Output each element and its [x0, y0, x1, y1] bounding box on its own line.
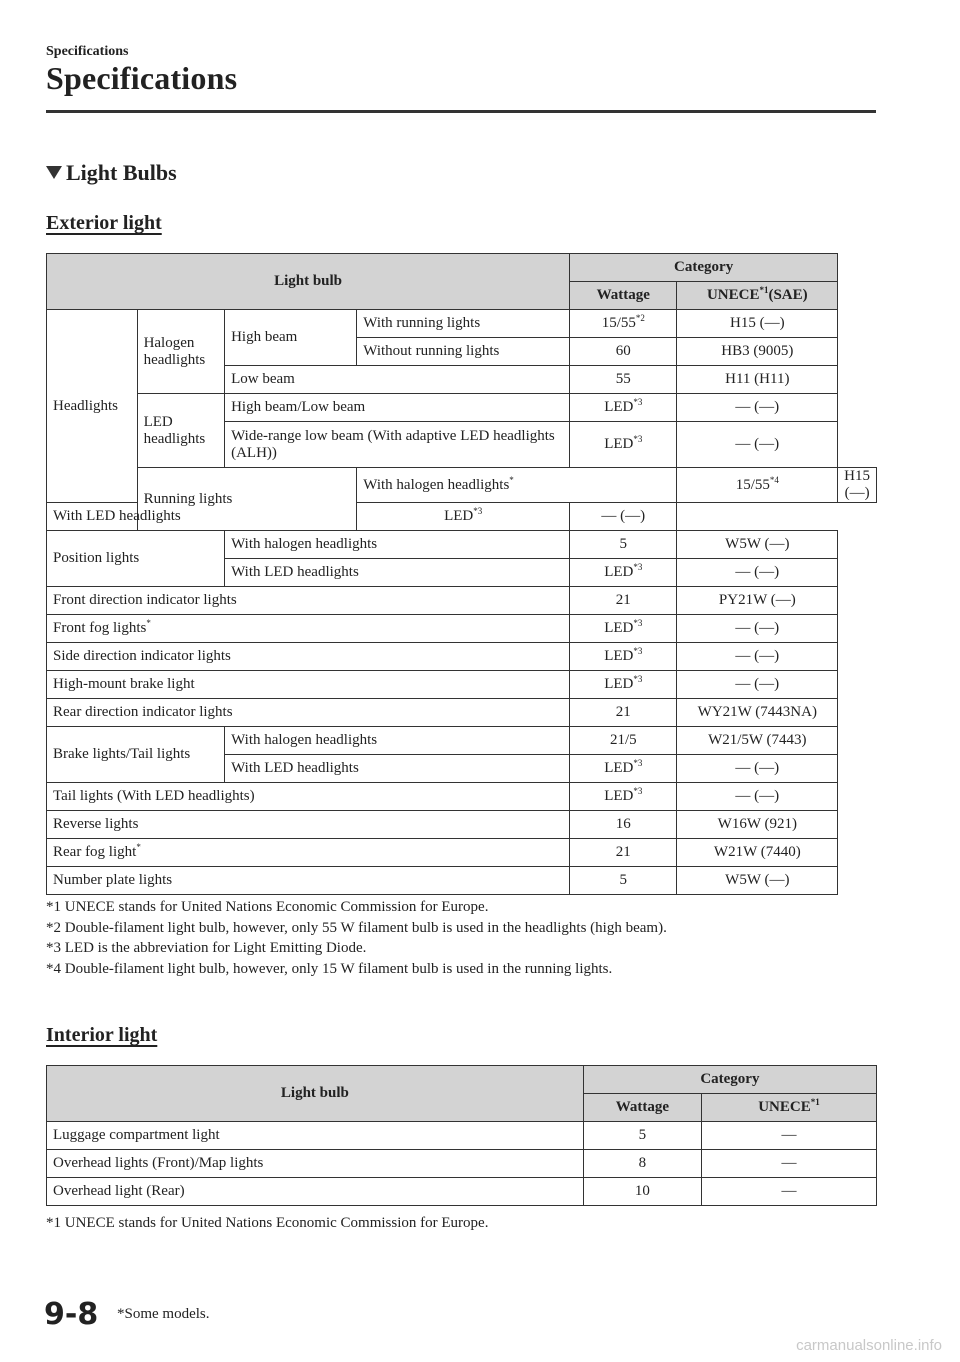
page-number: 9-8 — [44, 1297, 99, 1332]
row-running-lights: Running lights — [137, 468, 357, 531]
row-position-halogen: With halogen headlights — [225, 531, 570, 559]
row-led-headlights: LED headlights — [137, 394, 225, 468]
table-row — [47, 310, 877, 338]
row-brake-led: With LED headlights — [225, 755, 570, 783]
category-cell: — (—) — [677, 783, 838, 811]
exterior-light-table — [46, 253, 877, 895]
wattage-cell: 60 — [570, 338, 677, 366]
table-row — [47, 531, 877, 559]
interior-note: *1 UNECE stands for United Nations Economic Commission for Europe. — [46, 1215, 489, 1231]
category-cell: — (—) — [570, 503, 677, 531]
row-rear-direction: Rear direction indicator lights — [47, 699, 570, 727]
category-cell: W16W (921) — [677, 811, 838, 839]
wattage-cell: 55 — [570, 366, 677, 394]
wattage-cell: LED$^{*3}$ — [570, 615, 677, 643]
category-cell: — (—) — [677, 643, 838, 671]
header-light-bulb: Light bulb — [47, 254, 570, 310]
row-running-halogen: With halogen headlights* — [357, 468, 677, 503]
exterior-notes — [46, 897, 667, 979]
page-title: Specifications — [46, 60, 238, 96]
row-number-plate: Number plate lights — [47, 867, 570, 895]
row-low-beam: Low beam — [225, 366, 570, 394]
wattage-cell: LED$^{*3}$ — [570, 783, 677, 811]
footnote: *1 UNECE stands for United Nations Economic Commission for Europe. — [46, 899, 489, 915]
header-unece: UNECE$^{*1}$ — [701, 1094, 876, 1122]
row-with-running-lights: With running lights — [357, 310, 570, 338]
table-row — [47, 615, 877, 643]
row-headlights: Headlights — [47, 310, 138, 503]
wattage-cell: 8 — [583, 1150, 701, 1178]
table-header-row — [47, 254, 877, 282]
wattage-cell: LED$^{*3}$ — [570, 422, 677, 468]
row-rear-fog: Rear fog light* — [47, 839, 570, 867]
category-cell: — — [701, 1122, 876, 1150]
wattage-cell: LED$^{*3}$ — [357, 503, 570, 531]
table-row — [47, 727, 877, 755]
row-high-mount: High-mount brake light — [47, 671, 570, 699]
category-cell: — (—) — [677, 755, 838, 783]
row-brake-tail: Brake lights/Tail lights — [47, 727, 225, 783]
category-cell: W5W (—) — [677, 531, 838, 559]
light-bulbs-heading — [46, 160, 177, 186]
wattage-cell: 21/5 — [570, 727, 677, 755]
table-row — [47, 587, 877, 615]
header-wattage: Wattage — [583, 1094, 701, 1122]
category-cell: — (—) — [677, 394, 838, 422]
interior-light-table — [46, 1065, 877, 1206]
row-name: Overhead light (Rear) — [47, 1178, 584, 1206]
wattage-cell: 15/55$^{*4}$ — [677, 468, 838, 503]
row-position-led: With LED headlights — [225, 559, 570, 587]
row-running-led: With LED headlights — [47, 503, 225, 531]
row-wide-range-low-beam: Wide-range low beam (With adaptive LED headlights (ALH)) — [225, 422, 570, 468]
category-cell: — — [701, 1150, 876, 1178]
wattage-cell: LED$^{*3}$ — [570, 643, 677, 671]
category-cell: W21W (7440) — [677, 839, 838, 867]
wattage-cell: 16 — [570, 811, 677, 839]
category-cell: H11 (H11) — [677, 366, 838, 394]
table-row — [47, 811, 877, 839]
wattage-cell: 21 — [570, 699, 677, 727]
header-category: Category — [570, 254, 838, 282]
category-cell: W5W (—) — [677, 867, 838, 895]
table-row — [47, 671, 877, 699]
header-category: Category — [583, 1066, 876, 1094]
wattage-cell: LED$^{*3}$ — [570, 755, 677, 783]
category-cell: — (—) — [677, 671, 838, 699]
wattage-cell: 5 — [570, 867, 677, 895]
category-cell: — (—) — [677, 559, 838, 587]
row-name: Luggage compartment light — [47, 1122, 584, 1150]
table-row — [47, 867, 877, 895]
row-without-running-lights: Without running lights — [357, 338, 570, 366]
footnote: *2 Double-filament light bulb, however, only 55 W filament bulb is used in the headlights (high beam). — [46, 919, 667, 936]
table-row — [47, 643, 877, 671]
triangle-down-icon — [46, 166, 62, 179]
footnote: *4 Double-filament light bulb, however, only 15 W filament bulb is used in the running lights. — [46, 960, 613, 977]
header-unece-sae: UNECE$^{*1}$(SAE) — [677, 282, 838, 310]
table-row — [47, 783, 877, 811]
table-row — [47, 1178, 877, 1206]
row-brake-halogen: With halogen headlights — [225, 727, 570, 755]
watermark: carmanualsonline.info — [796, 1337, 942, 1354]
category-cell: HB3 (9005) — [677, 338, 838, 366]
table-row — [47, 468, 877, 503]
table-row — [47, 1122, 877, 1150]
category-cell: — (—) — [677, 422, 838, 468]
row-position-lights: Position lights — [47, 531, 225, 587]
category-cell: — — [701, 1178, 876, 1206]
category-cell: — (—) — [677, 615, 838, 643]
table-header-row — [47, 1066, 877, 1094]
table-row — [47, 394, 877, 422]
wattage-cell: 5 — [583, 1122, 701, 1150]
wattage-cell: LED$^{*3}$ — [570, 394, 677, 422]
table-row — [47, 699, 877, 727]
wattage-cell: LED$^{*3}$ — [570, 671, 677, 699]
category-cell: WY21W (7443NA) — [677, 699, 838, 727]
header-wattage: Wattage — [570, 282, 677, 310]
category-cell: W21/5W (7443) — [677, 727, 838, 755]
footnote: *3 LED is the abbreviation for Light Emitting Diode. — [46, 940, 367, 956]
interior-light-heading: Interior light — [46, 1024, 158, 1046]
wattage-cell: 5 — [570, 531, 677, 559]
wattage-cell: LED$^{*3}$ — [570, 559, 677, 587]
wattage-cell: 21 — [570, 587, 677, 615]
wattage-cell: 15/55$^{*2}$ — [570, 310, 677, 338]
exterior-light-heading: Exterior light — [46, 212, 162, 234]
row-name: Overhead lights (Front)/Map lights — [47, 1150, 584, 1178]
category-cell: PY21W (—) — [677, 587, 838, 615]
row-front-fog: Front fog lights* — [47, 615, 570, 643]
title-divider — [46, 110, 876, 113]
light-bulbs-title: Light Bulbs — [66, 160, 177, 185]
row-reverse: Reverse lights — [47, 811, 570, 839]
row-side-direction: Side direction indicator lights — [47, 643, 570, 671]
row-front-direction: Front direction indicator lights — [47, 587, 570, 615]
row-tail-led: Tail lights (With LED headlights) — [47, 783, 570, 811]
wattage-cell: 21 — [570, 839, 677, 867]
table-row — [47, 1150, 877, 1178]
wattage-cell: 10 — [583, 1178, 701, 1206]
category-cell: H15 (—) — [677, 310, 838, 338]
header-light-bulb: Light bulb — [47, 1066, 584, 1122]
section-label: Specifications — [46, 44, 129, 59]
row-high-beam: High beam — [225, 310, 357, 366]
table-row — [47, 839, 877, 867]
row-high-low-beam: High beam/Low beam — [225, 394, 570, 422]
some-models-note: *Some models. — [117, 1306, 210, 1322]
category-cell: H15 (—) — [838, 468, 877, 503]
row-halogen-headlights: Halogen headlights — [137, 310, 225, 394]
